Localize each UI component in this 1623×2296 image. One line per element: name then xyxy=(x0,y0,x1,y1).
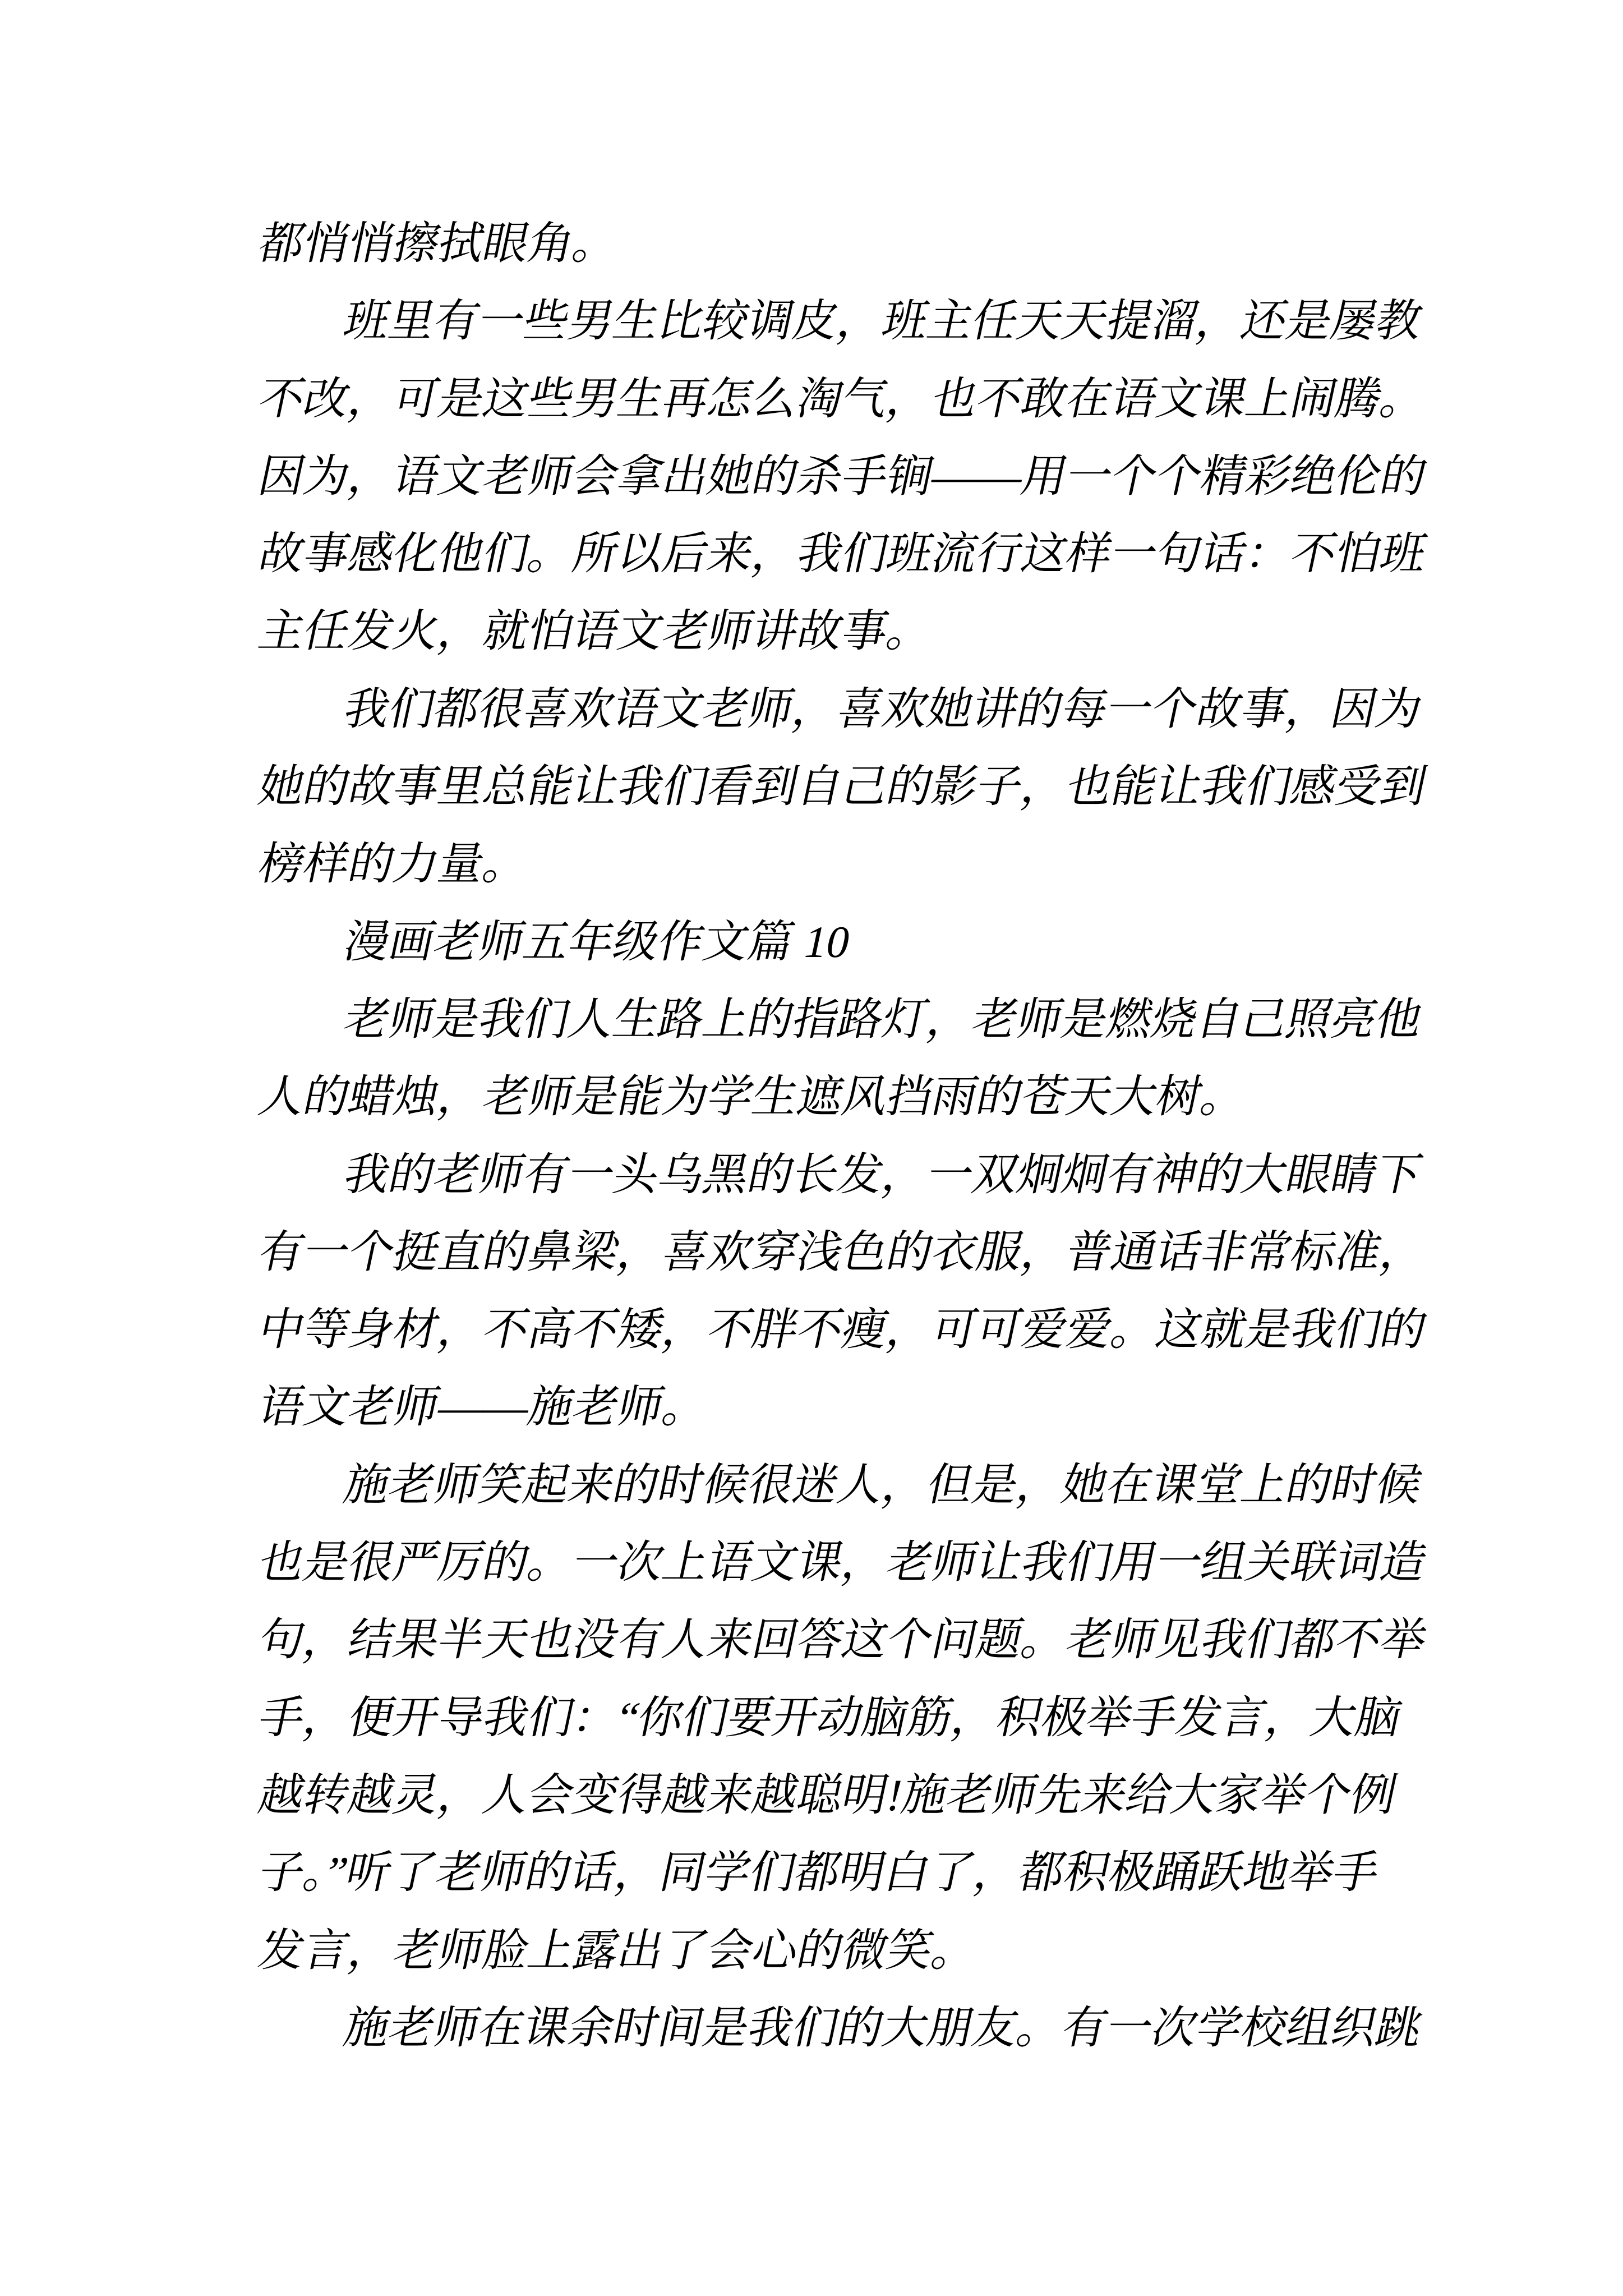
text-line: 故事感化他们。所以后来，我们班流行这样一句话：不怕班 xyxy=(254,530,1432,579)
text-line: 有一个挺直的鼻梁，喜欢穿浅色的衣服，普通话非常标准， xyxy=(254,1227,1432,1277)
text-line: 发言，老师脸上露出了会心的微笑。 xyxy=(254,1926,983,1976)
text-line: 都悄悄擦拭眼角。 xyxy=(254,219,624,269)
text-line: 她的故事里总能让我们看到自己的影子，也能让我们感受到 xyxy=(254,762,1432,812)
text-line: 句，结果半天也没有人来回答这个问题。老师见我们都不举 xyxy=(254,1616,1432,1665)
text-line: 漫画老师五年级作文篇 10 xyxy=(339,917,855,967)
text-line: 老师是我们人生路上的指路灯，老师是燃烧自己照亮他 xyxy=(339,995,1427,1045)
text-line: 我的老师有一头乌黑的长发，一双炯炯有神的大眼睛下 xyxy=(339,1150,1427,1200)
text-line: 越转越灵，人会变得越来越聪明!施老师先来给大家举个例 xyxy=(254,1770,1401,1820)
text-line: 语文老师——施老师。 xyxy=(254,1383,714,1433)
text-line: 人的蜡烛，老师是能为学生遮风挡雨的苍天大树。 xyxy=(254,1073,1252,1122)
text-line: 主任发火，就怕语文老师讲故事。 xyxy=(254,607,938,657)
text-line: 班里有一些男生比较调皮，班主任天天提溜，还是屡教 xyxy=(339,297,1427,347)
text-line: 施老师在课余时间是我们的大朋友。有一次学校组织跳 xyxy=(339,2003,1427,2053)
text-line: 施老师笑起来的时候很迷人，但是，她在课堂上的时候 xyxy=(339,1460,1427,1510)
text-line: 因为，语文老师会拿出她的杀手锏——用一个个精彩绝伦的 xyxy=(254,452,1432,501)
text-line: 子。”听了老师的话，同学们都明白了，都积极踊跃地举手 xyxy=(254,1848,1384,1898)
text-line: 我们都很喜欢语文老师，喜欢她讲的每一个故事，因为 xyxy=(339,684,1427,734)
text-line: 榜样的力量。 xyxy=(254,840,534,890)
text-line: 也是很严厉的。一次上语文课，老师让我们用一组关联词造 xyxy=(254,1538,1432,1588)
text-line: 不改，可是这些男生再怎么淘气，也不敢在语文课上闹腾。 xyxy=(254,374,1432,424)
essay-text-block xyxy=(251,205,1435,2067)
text-line: 手，便开导我们：“你们要开动脑筋，积极举手发言，大脑 xyxy=(254,1693,1407,1743)
text-line: 中等身材，不高不矮，不胖不瘦，可可爱爱。这就是我们的 xyxy=(254,1305,1432,1355)
